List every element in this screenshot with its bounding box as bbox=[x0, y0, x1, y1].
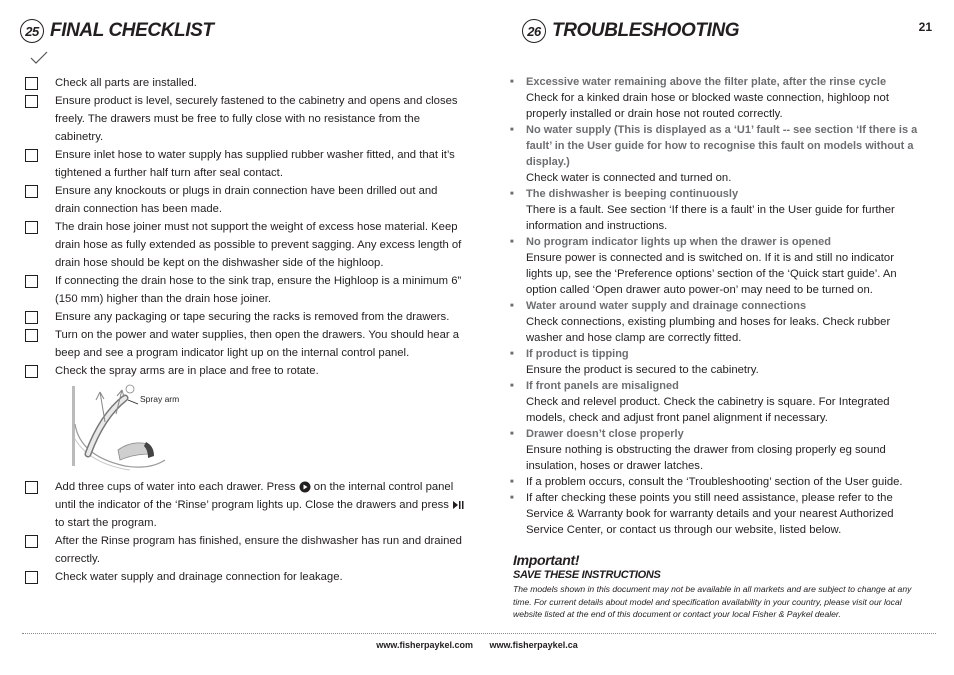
checklist-item bbox=[25, 218, 465, 272]
checklist-item bbox=[25, 182, 465, 218]
checklist-item bbox=[25, 568, 465, 586]
troubleshooting-item bbox=[508, 474, 920, 490]
checklist-text: Ensure inlet hose to water supply has supplied rubber washer fitted, and that it’s tightened a further half turn after seal contact. bbox=[55, 149, 455, 179]
checklist-item bbox=[25, 362, 465, 380]
checkbox[interactable] bbox=[25, 481, 38, 494]
checkbox[interactable] bbox=[25, 329, 38, 342]
bullet-icon: ■ bbox=[510, 127, 514, 133]
troubleshooting-heading: Excessive water remaining above the filter plate, after the rinse cycle bbox=[526, 76, 887, 88]
bullet-icon: ■ bbox=[510, 351, 514, 357]
bullet-icon: ■ bbox=[510, 239, 514, 245]
spray-arm-label: Spray arm bbox=[140, 394, 180, 404]
checkmark-icon bbox=[29, 50, 49, 66]
troubleshooting-text: There is a fault. See section ‘If there is a fault’ in the User guide for further information and instructions. bbox=[526, 204, 895, 232]
checklist-text: The drain hose joiner must not support the weight of excess hose material. Keep drain hose as fully extended as possible to prevent sagging. Any excess length of drain hose should be kept on the dishwasher side of the highloop. bbox=[55, 221, 462, 269]
checklist-text: Ensure product is level, securely fastened to the cabinetry and opens and closes freely. The drawers must be free to fully close with no resistance from the cabinetry. bbox=[55, 95, 458, 143]
final-checklist-title bbox=[20, 19, 214, 43]
checklist-item bbox=[25, 146, 465, 182]
checklist-text: Ensure any knockouts or plugs in drain connection have been drilled out and drain connection has been made. bbox=[55, 185, 438, 215]
bullet-icon: ■ bbox=[510, 79, 514, 85]
spray-arm-figure bbox=[70, 384, 465, 472]
checkbox[interactable] bbox=[25, 95, 38, 108]
troubleshooting-heading: Water around water supply and drainage connections bbox=[526, 300, 807, 312]
important-subtitle: SAVE THESE INSTRUCTIONS bbox=[513, 569, 661, 581]
troubleshooting-item bbox=[508, 234, 920, 298]
troubleshooting-heading: If product is tipping bbox=[526, 348, 629, 360]
important-notice bbox=[513, 552, 920, 621]
section-title-text: FINAL CHECKLIST bbox=[50, 20, 214, 41]
checklist-item-add-water bbox=[25, 478, 465, 532]
checklist-text: After the Rinse program has finished, ensure the dishwasher has run and drained correctly. bbox=[55, 535, 462, 565]
bullet-icon: ■ bbox=[510, 495, 514, 501]
checklist-item bbox=[25, 532, 465, 568]
checkbox[interactable] bbox=[25, 571, 38, 584]
troubleshooting-item bbox=[508, 490, 920, 538]
checkbox[interactable] bbox=[25, 365, 38, 378]
troubleshooting-text: If a problem occurs, consult the ‘Troubleshooting’ section of the User guide. bbox=[526, 476, 903, 488]
checklist-text: Check all parts are installed. bbox=[55, 77, 197, 89]
checklist-text: Add three cups of water into each drawer. Press bbox=[55, 481, 296, 493]
checklist-text: Ensure any packaging or tape securing the racks is removed from the drawers. bbox=[55, 311, 450, 323]
troubleshooting-list bbox=[508, 74, 920, 621]
checklist-text: to start the program. bbox=[55, 517, 157, 529]
important-text: The models shown in this document may not be available in all markets and are subject to change at any time. For current details about model and specification availability in your country, please visit our local website listed at the end of this document or contact your local Fisher & Paykel dealer. bbox=[513, 584, 912, 619]
section-title-text: TROUBLESHOOTING bbox=[552, 20, 740, 41]
checkbox[interactable] bbox=[25, 275, 38, 288]
troubleshooting-item bbox=[508, 186, 920, 234]
troubleshooting-heading: If front panels are misaligned bbox=[526, 380, 679, 392]
troubleshooting-item bbox=[508, 298, 920, 346]
checklist-text: Check the spray arms are in place and free to rotate. bbox=[55, 365, 319, 377]
footer-divider bbox=[22, 633, 936, 634]
checklist-text: Check water supply and drainage connection for leakage. bbox=[55, 571, 343, 583]
troubleshooting-text: Check and relevel product. Check the cabinetry is square. For Integrated models, check and adjust front panel alignment if necessary. bbox=[526, 396, 890, 424]
troubleshooting-text: Ensure power is connected and is switched on. If it is and still no indicator lights up, see the ‘Preference options’ section of the ‘Quick start guide’. An option called ‘Open drawer auto power-on’ may need to be turned on. bbox=[526, 252, 897, 296]
troubleshooting-text: Check connections, existing plumbing and hoses for leaks. Check rubber washer and hose clamp are correctly fitted. bbox=[526, 316, 891, 344]
troubleshooting-item bbox=[508, 122, 920, 186]
troubleshooting-item bbox=[508, 74, 920, 122]
section-number-badge: 25 bbox=[20, 19, 44, 43]
important-title: Important! bbox=[513, 552, 580, 568]
program-button-icon bbox=[299, 481, 311, 493]
troubleshooting-item bbox=[508, 378, 920, 426]
checkbox[interactable] bbox=[25, 185, 38, 198]
footer-link-com[interactable]: www.fisherpaykel.com bbox=[376, 640, 473, 650]
bullet-icon: ■ bbox=[510, 383, 514, 389]
start-pause-icon bbox=[452, 500, 464, 510]
footer-link-ca[interactable]: www.fisherpaykel.ca bbox=[489, 640, 578, 650]
troubleshooting-item bbox=[508, 346, 920, 378]
troubleshooting-text: Ensure nothing is obstructing the drawer from closing properly eg sound insulation, hoses or drawer latches. bbox=[526, 444, 886, 472]
checklist-text: on the internal control panel until the indicator of the ‘Rinse’ program lights up. Close the drawers and press bbox=[55, 481, 454, 511]
spray-arm-illustration-icon bbox=[70, 384, 200, 472]
section-number-badge: 26 bbox=[522, 19, 546, 43]
troubleshooting-title bbox=[522, 19, 739, 43]
troubleshooting-text: Check water is connected and turned on. bbox=[526, 172, 732, 184]
checkbox[interactable] bbox=[25, 311, 38, 324]
bullet-icon: ■ bbox=[510, 431, 514, 437]
checklist-item bbox=[25, 308, 465, 326]
checklist bbox=[25, 74, 465, 586]
troubleshooting-text: Ensure the product is secured to the cabinetry. bbox=[526, 364, 759, 376]
bullet-icon: ■ bbox=[510, 479, 514, 485]
checkbox[interactable] bbox=[25, 535, 38, 548]
page-number: 21 bbox=[918, 20, 932, 34]
checklist-text: If connecting the drain hose to the sink trap, ensure the Highloop is a minimum 6” (150 mm) higher than the drain hose joiner. bbox=[55, 275, 462, 305]
checklist-item bbox=[25, 92, 465, 146]
troubleshooting-heading: No water supply (This is displayed as a ‘U1’ fault -- see section ‘If there is a fault’ in the User guide for how to recognise this fault on models without a display.) bbox=[526, 124, 918, 168]
troubleshooting-heading: Drawer doesn’t close properly bbox=[526, 428, 684, 440]
troubleshooting-text: Check for a kinked drain hose or blocked waste connection, highloop not properly installed or drain hose not routed correctly. bbox=[526, 92, 889, 120]
checklist-item bbox=[25, 326, 465, 362]
footer bbox=[0, 640, 954, 650]
bullet-icon: ■ bbox=[510, 191, 514, 197]
troubleshooting-text: If after checking these points you still need assistance, please refer to the Service & Warranty book for warranty details and your nearest Authorized Service Center, or contact us through our website, listed below. bbox=[526, 492, 894, 536]
checkbox[interactable] bbox=[25, 77, 38, 90]
troubleshooting-item bbox=[508, 426, 920, 474]
bullet-icon: ■ bbox=[510, 303, 514, 309]
troubleshooting-heading: The dishwasher is beeping continuously bbox=[526, 188, 739, 200]
checkbox[interactable] bbox=[25, 221, 38, 234]
checklist-item bbox=[25, 74, 465, 92]
checklist-item bbox=[25, 272, 465, 308]
checkbox[interactable] bbox=[25, 149, 38, 162]
troubleshooting-heading: No program indicator lights up when the drawer is opened bbox=[526, 236, 831, 248]
checklist-text: Turn on the power and water supplies, then open the drawers. You should hear a beep and see a program indicator light up on the internal control panel. bbox=[55, 329, 460, 359]
